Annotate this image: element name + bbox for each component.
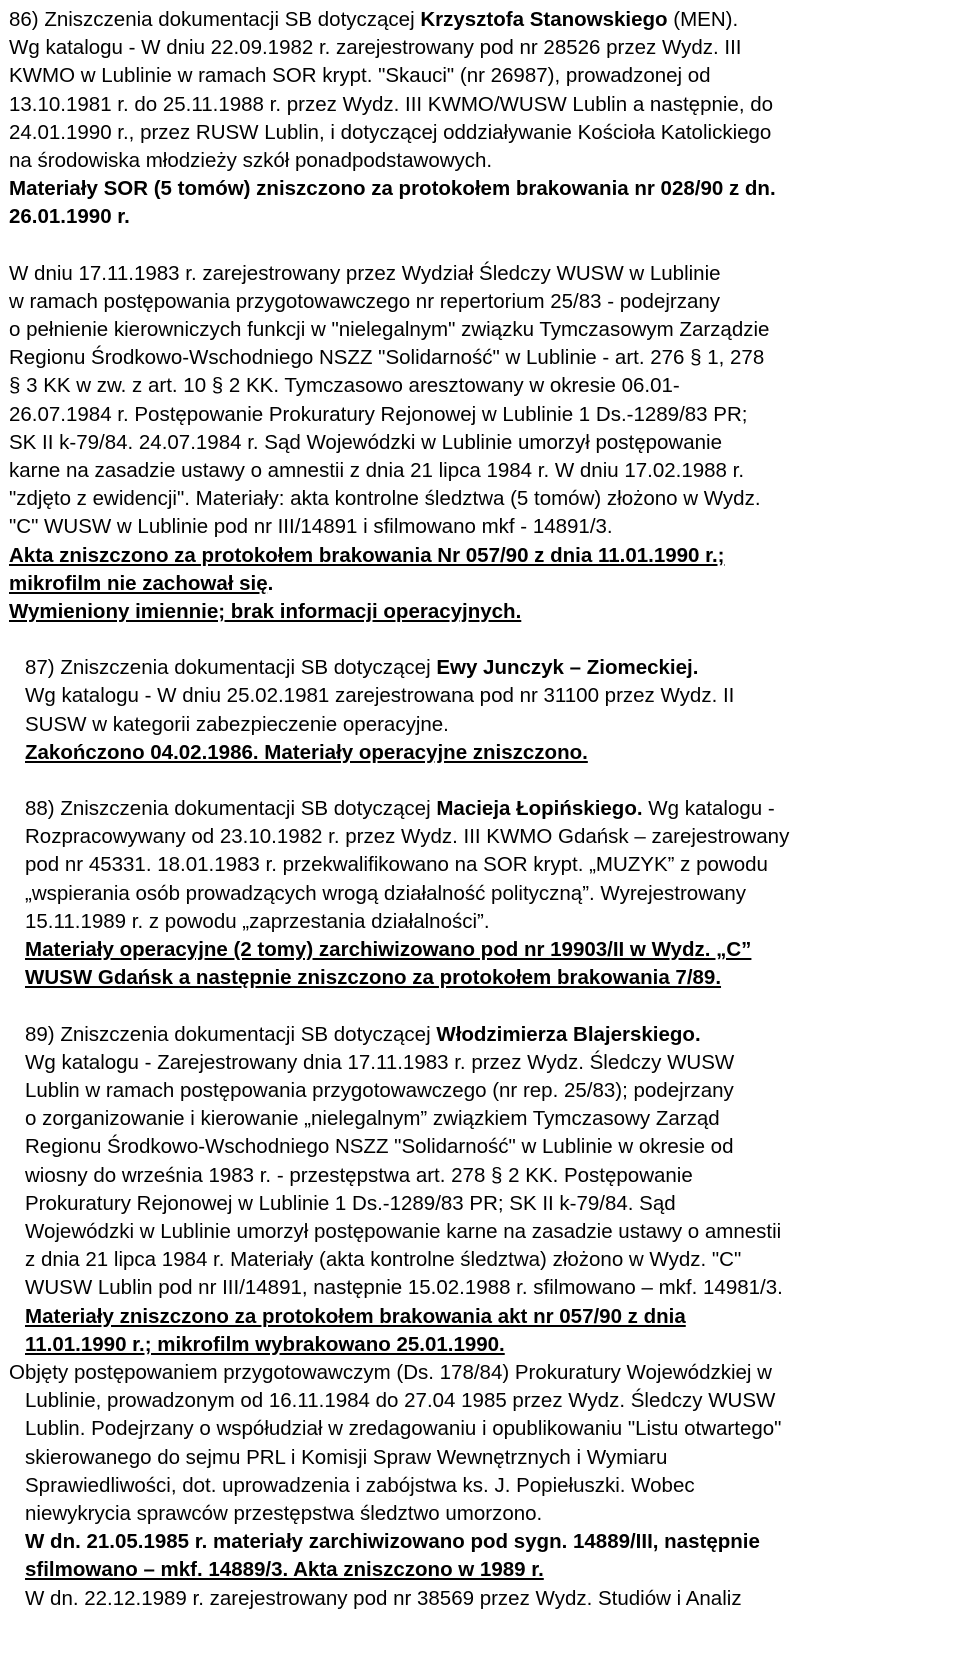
bold-line: 26.01.1990 r. bbox=[9, 205, 130, 229]
text-line: 26.07.1984 r. Postępowanie Prokuratury Rejonowej w Lublinie 1 Ds.-1289/83 PR; bbox=[9, 402, 748, 426]
text-line: pod nr 45331. 18.01.1983 r. przekwalifikowano na SOR krypt. „MUZYK” z powodu bbox=[25, 853, 768, 877]
text-line: Lublin. Podejrzany o współudział w zredagowaniu i opublikowaniu "Listu otwartego" bbox=[25, 1417, 782, 1441]
bold-line: Materiały operacyjne (2 tomy) zarchiwizowano pod nr 19903/II w Wydz. „C” bbox=[25, 938, 752, 962]
text-line: "C" WUSW w Lublinie pod nr III/14891 i sfilmowano mkf - 14891/3. bbox=[9, 515, 613, 539]
entry-89 bbox=[9, 1021, 918, 1359]
bold-line: Materiały zniszczono za protokołem brakowania akt nr 057/90 z dnia bbox=[25, 1304, 686, 1328]
text-line: SUSW w kategorii zabezpieczenie operacyjne. bbox=[25, 712, 449, 736]
text-line: niewykrycia sprawców przestępstwa śledztwo umorzono. bbox=[25, 1501, 543, 1525]
text-line: Wojewódzki w Lublinie umorzył postępowanie karne na zasadzie ustawy o amnestii bbox=[25, 1219, 782, 1243]
text-line: 24.01.1990 r., przez RUSW Lublin, i dotyczącej oddziaływanie Kościoła Katolickiego bbox=[9, 120, 772, 144]
text-line: "zdjęto z ewidencji". Materiały: akta kontrolne śledztwa (5 tomów) złożono w Wydz. bbox=[9, 487, 761, 511]
entry-87-person-name: Ewy Junczyk – Ziomeckiej. bbox=[436, 656, 699, 680]
entry-89-heading: 89) Zniszczenia dokumentacji SB dotyczącej Włodzimierza Blajerskiego. bbox=[25, 1022, 701, 1046]
text-line: WUSW Lublin pod nr III/14891, następnie 15.02.1988 r. sfilmowano – mkf. 14981/3. bbox=[25, 1276, 783, 1300]
text-line: Regionu Środkowo-Wschodniego NSZZ "Solidarność" w Lublinie w okresie od bbox=[25, 1135, 734, 1159]
text-line: SK II k-79/84. 24.07.1984 r. Sąd Wojewódzki w Lublinie umorzył postępowanie bbox=[9, 430, 722, 454]
entry-89-person-name: Włodzimierza Blajerskiego. bbox=[436, 1022, 701, 1046]
entry-88-heading: 88) Zniszczenia dokumentacji SB dotyczącej Macieja Łopińskiego. Wg katalogu - bbox=[25, 797, 775, 821]
text-line: Lublin w ramach postępowania przygotowawczego (nr rep. 25/83); podejrzany bbox=[25, 1078, 734, 1102]
text-line: Wg katalogu - W dniu 22.09.1982 r. zarejestrowany pod nr 28526 przez Wydz. III bbox=[9, 36, 742, 60]
text-line: KWMO w Lublinie w ramach SOR krypt. "Skauci" (nr 26987), prowadzonej od bbox=[9, 64, 711, 88]
text-line: Rozpracowywany od 23.10.1982 r. przez Wydz. III KWMO Gdańsk – zarejestrowany bbox=[25, 825, 790, 849]
text-line: 13.10.1981 r. do 25.11.1988 r. przez Wydz. III KWMO/WUSW Lublin a następnie, do bbox=[9, 92, 774, 116]
text-line: w ramach postępowania przygotowawczego nr repertorium 25/83 - podejrzany bbox=[9, 289, 721, 313]
bold-line: sfilmowano – mkf. 14889/3. Akta zniszczono w 1989 r. bbox=[25, 1558, 544, 1582]
entry-86 bbox=[9, 6, 918, 626]
entry-88 bbox=[9, 795, 918, 992]
bold-line: Wymieniony imiennie; brak informacji operacyjnych. bbox=[9, 600, 522, 624]
text-line: W dn. 22.12.1989 r. zarejestrowany pod nr 38569 przez Wydz. Studiów i Analiz bbox=[25, 1586, 742, 1610]
text-line: Objęty postępowaniem przygotowawczym (Ds. 178/84) Prokuratury Wojewódzkiej w bbox=[9, 1360, 772, 1384]
entry-88-person-name: Macieja Łopińskiego. bbox=[436, 797, 643, 821]
bold-line: W dn. 21.05.1985 r. materiały zarchiwizowano pod sygn. 14889/III, następnie bbox=[25, 1530, 760, 1554]
entry-87 bbox=[9, 654, 918, 767]
text-line: Prokuratury Rejonowej w Lublinie 1 Ds.-1289/83 PR; SK II k-79/84. Sąd bbox=[25, 1191, 676, 1215]
text-line: wiosny do września 1983 r. - przestępstwa art. 278 § 2 KK. Postępowanie bbox=[25, 1163, 693, 1187]
text-line: na środowiska młodzieży szkół ponadpodstawowych. bbox=[9, 149, 493, 173]
bold-line: mikrofilm nie zachował się. bbox=[9, 571, 274, 595]
bold-line: Materiały SOR (5 tomów) zniszczono za protokołem brakowania nr 028/90 z dn. bbox=[9, 177, 776, 201]
bold-line: Zakończono 04.02.1986. Materiały operacyjne zniszczono. bbox=[25, 740, 588, 764]
entry-86-heading: 86) Zniszczenia dokumentacji SB dotyczącej Krzysztofa Stanowskiego (MEN). bbox=[9, 8, 739, 31]
text-line: skierowanego do sejmu PRL i Komisji Spraw Wewnętrznych i Wymiaru bbox=[25, 1445, 668, 1469]
text-line: W dniu 17.11.1983 r. zarejestrowany przez Wydział Śledczy WUSW w Lublinie bbox=[9, 261, 721, 285]
bold-line: Akta zniszczono za protokołem brakowania Nr 057/90 z dnia 11.01.1990 r.; bbox=[9, 543, 725, 567]
text-line: „wspierania osób prowadzących wrogą działalność polityczną”. Wyrejestrowany bbox=[25, 881, 747, 905]
text-line: Wg katalogu - W dniu 25.02.1981 zarejestrowana pod nr 31100 przez Wydz. II bbox=[25, 684, 735, 708]
text-line: Wg katalogu - Zarejestrowany dnia 17.11.1983 r. przez Wydz. Śledczy WUSW bbox=[25, 1050, 735, 1074]
text-line: o pełnienie kierowniczych funkcji w "nielegalnym" związku Tymczasowym Zarządzie bbox=[9, 318, 770, 342]
text-line: Lublinie, prowadzonym od 16.11.1984 do 27.04 1985 przez Wydz. Śledczy WUSW bbox=[25, 1389, 776, 1413]
text-line: § 3 KK w zw. z art. 10 § 2 KK. Tymczasowo aresztowany w okresie 06.01- bbox=[9, 374, 680, 398]
text-line: Regionu Środkowo-Wschodniego NSZZ "Solidarność" w Lublinie - art. 276 § 1, 278 bbox=[9, 346, 765, 370]
text-line: 15.11.1989 r. z powodu „zaprzestania działalności”. bbox=[25, 909, 490, 933]
entry-86-person-name: Krzysztofa Stanowskiego bbox=[420, 8, 668, 31]
bold-line: WUSW Gdańsk a następnie zniszczono za protokołem brakowania 7/89. bbox=[25, 966, 722, 990]
entry-87-heading: 87) Zniszczenia dokumentacji SB dotyczącej Ewy Junczyk – Ziomeckiej. bbox=[25, 656, 699, 680]
bold-line: 11.01.1990 r.; mikrofilm wybrakowano 25.01.1990. bbox=[25, 1332, 505, 1356]
text-line: z dnia 21 lipca 1984 r. Materiały (akta kontrolne śledztwa) złożono w Wydz. "C" bbox=[25, 1248, 742, 1272]
entry-89-continuation bbox=[9, 1359, 918, 1613]
text-line: Sprawiedliwości, dot. uprowadzenia i zabójstwa ks. J. Popiełuszki. Wobec bbox=[25, 1473, 695, 1497]
text-line: karne na zasadzie ustawy o amnestii z dnia 21 lipca 1984 r. W dniu 17.02.1988 r. bbox=[9, 459, 745, 483]
text-line: o zorganizowanie i kierowanie „nielegalnym” związkiem Tymczasowy Zarząd bbox=[25, 1107, 720, 1131]
